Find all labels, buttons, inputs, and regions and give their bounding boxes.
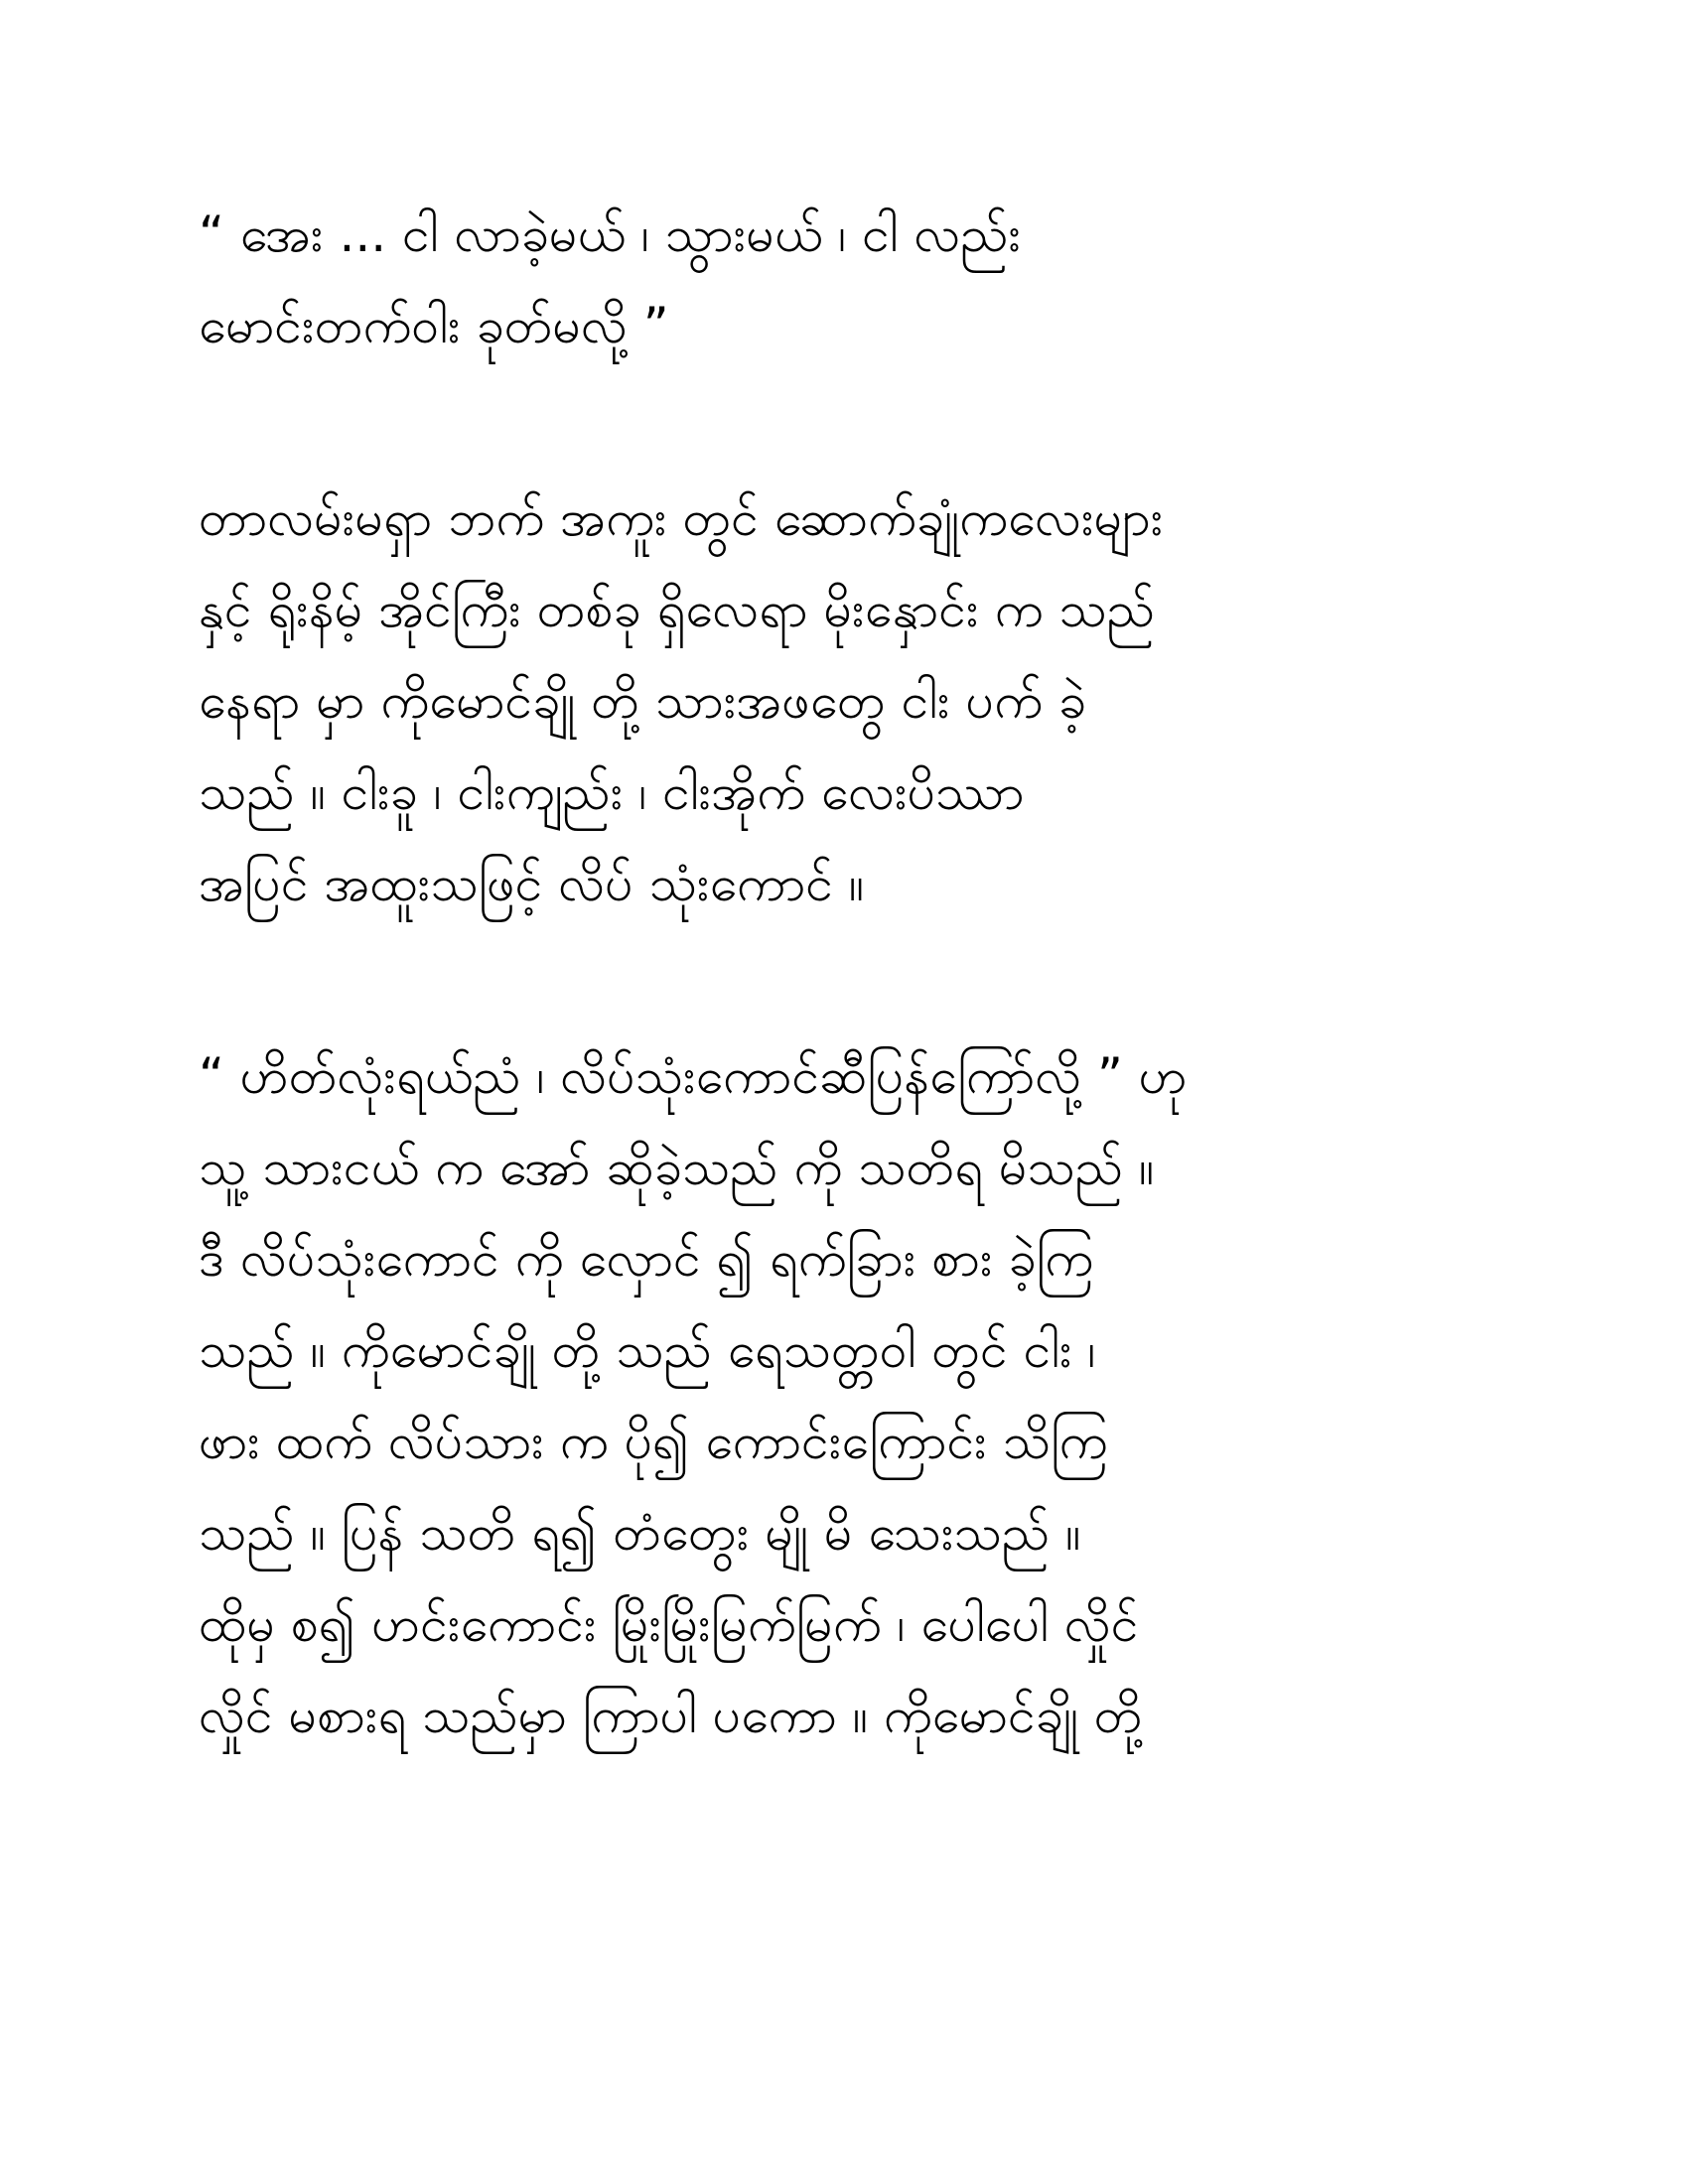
paragraph-dialogue-2 <box>199 1030 1489 1761</box>
text-line: နေရာ မှာ ကိုမောင်ချို တို့ သားအဖတွေ ငါး ပက် ခဲ့ <box>199 672 1087 730</box>
text-line: ထိုမှ စ၍ ဟင်းကောင်း မြိုးမြိုးမြက်မြက် ၊ ပေါပေါ လှိုင် <box>199 1595 1139 1653</box>
text-line: “ အေး ... ငါ လာခဲ့မယ် ၊ သွားမယ် ၊ ငါ လည်း <box>199 205 1022 263</box>
body-text <box>199 189 1489 1761</box>
text-line: သည် ။ ငါးခူ ၊ ငါးကျည်း ၊ ငါးအိုက် လေးပိဿာ <box>199 763 1025 821</box>
text-line: သူ့ သားငယ် က အော် ဆိုခဲ့သည် ကို သတိရ မိသည် ။ <box>199 1139 1155 1196</box>
paragraph-dialogue-1 <box>199 189 1489 371</box>
text-line: ဖား ထက် လိပ်သား က ပို၍ ကောင်းကြောင်း သိကြ <box>199 1413 1108 1470</box>
paragraph-narrative <box>199 473 1489 929</box>
text-line: ဒီ လိပ်သုံးကောင် ကို လှောင် ၍ ရက်ခြား စား ခဲ့ကြ <box>199 1230 1094 1288</box>
text-line: အပြင် အထူးသဖြင့် လိပ် သုံးကောင် ။ <box>199 855 865 912</box>
paragraph-gap <box>199 371 1489 473</box>
text-line: သည် ။ ကိုမောင်ချို တို့ သည် ရေသတ္တဝါ တွင် ငါး ၊ <box>199 1321 1096 1379</box>
text-line: “ ဟိတ်လုံးရယ်ညံ ၊ လိပ်သုံးကောင်ဆီပြန်ကြော်လို့ ” ဟု <box>199 1047 1188 1105</box>
text-line: နှင့် ရိုးနိမ့် အိုင်ကြီး တစ်ခု ရှိလေရာ မိုးနှောင်း က သည် <box>199 581 1156 638</box>
text-line: လှိုင် မစားရ သည်မှာ ကြာပါ ပကော ။ ကိုမောင်ချို တို့ <box>199 1687 1143 1744</box>
text-line: သည် ။ ပြန် သတိ ရ၍ တံတွေး မျို မိ သေးသည် ။ <box>199 1504 1081 1562</box>
text-line: တာလမ်းမရှာ ဘက် အကူး တွင် ဆောက်ချုံကလေးများ <box>199 489 1164 547</box>
text-line: မောင်းတက်ဝါး ခုတ်မလို့ ” <box>199 297 669 354</box>
paragraph-gap <box>199 929 1489 1030</box>
